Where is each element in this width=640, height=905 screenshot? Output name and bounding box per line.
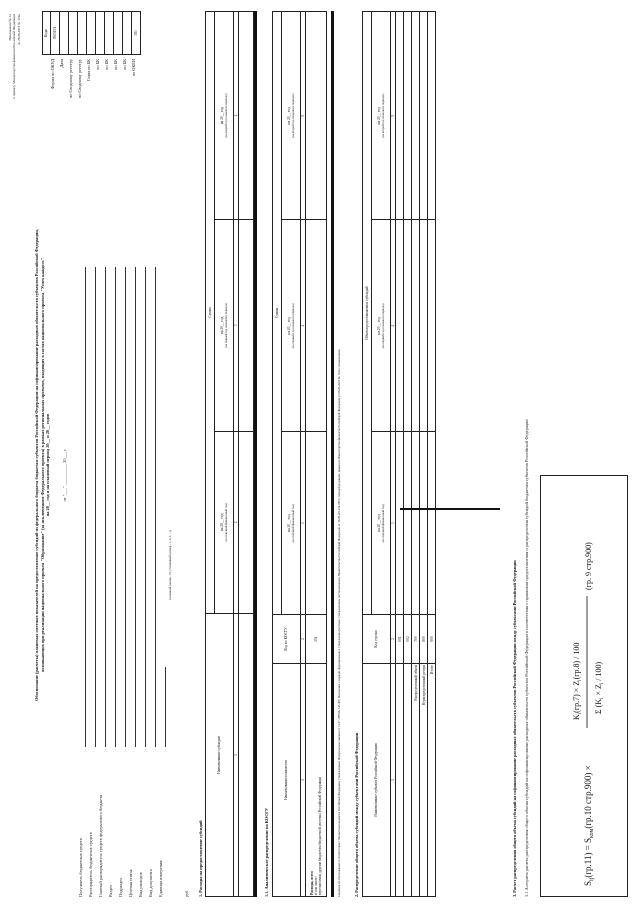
field-row <box>118 157 127 897</box>
field-label: Вид документа <box>148 869 153 897</box>
s2-cell <box>396 12 404 220</box>
formula-box <box>540 475 628 897</box>
code-cell <box>60 12 69 55</box>
s2-cell <box>404 432 412 615</box>
s1-num-2: 2 <box>234 431 239 613</box>
appendix-to: к приказу Министерства финансов Российской Федерации <box>12 14 17 99</box>
field-row <box>78 157 87 897</box>
codes-labels <box>50 59 140 151</box>
section-2-bar <box>400 508 500 510</box>
section-2-title: 2. Распределение общего объема субсидий между субъектами Российской Федерации <box>354 732 359 897</box>
section-1-bar <box>254 11 257 897</box>
s11-year-3: на 20__ год (на второй год планового периода) <box>282 12 301 220</box>
s1-col-sum: Сумма <box>206 12 215 614</box>
code-label: Форма по ОКУД <box>50 59 55 90</box>
okei-code: 383 <box>132 12 141 55</box>
s2-year-3: на 20__ год (на второй год планового периода) <box>372 12 391 220</box>
section-3-title: 3. Расчет распределения общего объема субсидий на софинансирование расходных обязательств субъектов Российской Федерации между субъектами Российской Федерации <box>512 560 517 897</box>
s2-year-1: на 20__ год (на текущий финансовый год) <box>372 432 391 615</box>
field-row <box>88 157 97 897</box>
field-hint: (основной (номер - 0), уточненный (номер - 1, 2, 3, ...)) <box>168 530 172 600</box>
s2-cell <box>404 220 412 432</box>
code-label: Дата <box>59 59 64 68</box>
s1-cell <box>239 220 254 431</box>
s11-num-1: 1 <box>301 664 306 897</box>
formula-denominator: Σ $(K_i \times Z_i / 100)$ <box>594 661 605 714</box>
code-cell <box>87 12 96 55</box>
field-label: Раздел <box>108 884 113 897</box>
s1-col-name: Наименование субсидии <box>206 614 234 897</box>
s2-num-1: 1 <box>391 664 396 897</box>
s1-num-3: 3 <box>234 220 239 431</box>
s11-num-5: 5 <box>301 12 306 220</box>
s11-cell <box>306 12 327 220</box>
s2-cell <box>404 664 412 897</box>
code-cell <box>105 12 114 55</box>
field-label: Главный распорядитель средств федерального бюджета <box>98 794 103 897</box>
title-line-2: возникающих при реализации национального проекта "Образование" (за исключением Федерального проекта) в рамках региональных проектов, входящих в состав национального проекта "Успех каждого" <box>39 257 45 673</box>
appendix-block <box>8 14 21 214</box>
s2-cell <box>404 12 412 220</box>
s11-col-code: Код по КОСГУ <box>273 615 301 664</box>
code-cell <box>96 12 105 55</box>
s11-num-3: 3 <box>301 432 306 615</box>
s2-col-subject: Наименование субъекта Российской Федерации <box>363 664 391 897</box>
code-cell <box>69 12 78 55</box>
s11-cell <box>306 432 327 615</box>
s2-cell <box>412 432 420 615</box>
s2-row-code-2: 002 <box>404 615 412 664</box>
s1-num-1: 1 <box>234 614 239 897</box>
s2-num-4: 4 <box>391 220 396 432</box>
field-label: Вид расходов <box>138 872 143 897</box>
s2-num-3: 3 <box>391 432 396 615</box>
formula-suffix: (гр. 9 стр.900) <box>584 542 593 590</box>
field-underline[interactable] <box>155 267 156 747</box>
s1-year-2: на 20__ год (на первый год планового периода) <box>215 220 234 431</box>
field-underline[interactable] <box>95 267 96 747</box>
form-code: 0505191 <box>51 12 60 55</box>
code-label: по БК <box>95 59 100 70</box>
s2-num-5: 5 <box>391 12 396 220</box>
s2-summary-3: Итого <box>428 664 436 897</box>
field-row <box>138 157 147 897</box>
s11-col-sum: Сумма <box>273 12 282 615</box>
code-label: по БК <box>122 59 127 70</box>
field-underline[interactable] <box>165 667 166 747</box>
s2-cell <box>396 664 404 897</box>
s2-summary-code-3: 900 <box>428 615 436 664</box>
field-label: Целевая статья <box>128 869 133 897</box>
code-cell <box>114 12 123 55</box>
s2-cell <box>396 432 404 615</box>
s2-col-code: Код строки <box>363 615 391 664</box>
s11-year-1: на 20__ год (на текущий финансовый год) <box>282 432 301 615</box>
s1-cell <box>239 431 254 613</box>
field-underline[interactable] <box>135 267 136 747</box>
s2-num-2: 2 <box>391 615 396 664</box>
s11-year-2: на 20__ год (на первый год планового периода) <box>282 220 301 432</box>
code-cell <box>78 12 87 55</box>
field-row <box>158 157 167 897</box>
s1-year-3: на 20__ год (на второй год планового периода) <box>215 12 234 220</box>
s2-cell <box>420 220 428 432</box>
s2-row-code-1: 001 <box>396 615 404 664</box>
s2-summary-code-1: 700 <box>412 615 420 664</box>
s11-row-code: 251 <box>306 615 327 664</box>
s1-cell <box>239 12 254 220</box>
date-line: от "___" __________ 20___ г. <box>62 448 67 502</box>
code-cell <box>123 12 132 55</box>
appendix-number: Приложение № 12 <box>8 14 12 41</box>
field-underline[interactable] <box>125 267 126 747</box>
field-row <box>148 157 157 897</box>
code-label: по Сводному реестру <box>77 59 82 99</box>
field-row <box>98 157 107 897</box>
field-row <box>128 157 137 897</box>
section-1-1-title: 1.1. Аналитическое распределение по КОСГУ <box>264 807 269 897</box>
formula-svg <box>541 476 627 896</box>
formula-lhs: $S_{ij}(гр.11) = S_{ком}(гр.10$ стр.900) × <box>583 765 595 886</box>
code-label: Глава по БК <box>86 59 91 82</box>
section-2-table <box>362 11 436 897</box>
s11-total-label: Расходы, всего в том числе: перечисления другим бюджетам бюджетной системы Российской Федерации <box>306 664 327 897</box>
section-1-title: 1. Расходы на предоставление субсидий <box>198 820 203 897</box>
field-underline[interactable] <box>115 267 116 747</box>
field-label: Подраздел <box>118 877 123 897</box>
codes-header: Коды <box>43 12 51 55</box>
page-title <box>34 65 51 865</box>
formula-numerator: $K_i(гр.7) \times Z_i(гр.8) / 100$ <box>572 642 583 720</box>
s1-cell <box>239 614 254 897</box>
footnote: Сведения об обоснованиях в соответствии с Бюджетным кодексом Российской Федерации, утвержденным Федеральным законом от 31.07.1998 № 145-ФЗ; Положение о порядке формирования и утверждения расходов, утвержденным постановлением Правительства Российской Федерации от 30.09.2014 № 999 в текущей редакции; приказом Министерства финансов Российской Федерации от 08.06.2018 № 132н с изменениями. <box>337 348 341 897</box>
field-label: Получатель бюджетных средств <box>78 838 83 897</box>
s2-cell <box>412 220 420 432</box>
s2-cell <box>420 432 428 615</box>
field-underline[interactable] <box>85 267 86 747</box>
code-label: по БК <box>104 59 109 70</box>
s11-num-4: 4 <box>301 220 306 432</box>
field-underline[interactable] <box>145 267 146 747</box>
s2-cell <box>396 220 404 432</box>
s2-cell <box>428 220 436 432</box>
title-line-1: Обоснование (расчеты) плановых сметных показателей на предоставление субсидий из федерального бюджета бюджетам субъектов Российской Федерации на софинансирование расходных обязательств субъектов Российской Федерации, <box>34 229 39 701</box>
code-label: по ОКЕИ <box>131 59 136 77</box>
s2-col-volume: Объем предоставляемых субсидий <box>363 12 372 615</box>
s2-summary-1: Распределенный объем <box>412 664 420 897</box>
code-label: по Сводному реестру <box>68 59 73 99</box>
appendix-date: от 28.06.2019 № 119н <box>16 14 21 45</box>
section-1-1-table <box>272 11 327 897</box>
unit: руб <box>184 890 189 897</box>
s2-summary-code-2: 800 <box>420 615 428 664</box>
codes-table <box>42 11 141 55</box>
s2-summary-2: Нераспределенный резерв <box>420 664 428 897</box>
section-3-sub: 3.1 Алгоритм расчета распределения общего объема субсидий на софинансирование расходных обязательств субъектов Российской Федерации в соответствии с правилами предоставления и распределения субсидий бюджетам субъектов Российской Федерации <box>524 419 529 897</box>
field-underline[interactable] <box>105 267 106 747</box>
s2-cell <box>420 12 428 220</box>
field-row <box>108 157 117 897</box>
field-label: Распорядитель бюджетных средств <box>88 832 93 897</box>
field-label: Единица измерения: <box>158 859 163 897</box>
title-line-3: на 20__ год и на плановый период 20__ и 20__ годов <box>45 413 50 517</box>
s1-num-4: 4 <box>234 12 239 220</box>
s11-col-name: Наименование показателя <box>273 664 301 897</box>
s2-year-2: на 20__ год (на первый год планового периода) <box>372 220 391 432</box>
s11-cell <box>306 220 327 432</box>
section-1-table <box>205 11 254 897</box>
s2-cell <box>428 12 436 220</box>
s2-cell <box>428 432 436 615</box>
code-label: по БК <box>113 59 118 70</box>
s11-num-2: 2 <box>301 615 306 664</box>
s2-cell <box>412 12 420 220</box>
section-1-1-bar <box>331 11 334 897</box>
s1-year-1: на 20__ год (на текущий финансовый год) <box>215 431 234 613</box>
codes-block <box>44 11 186 151</box>
